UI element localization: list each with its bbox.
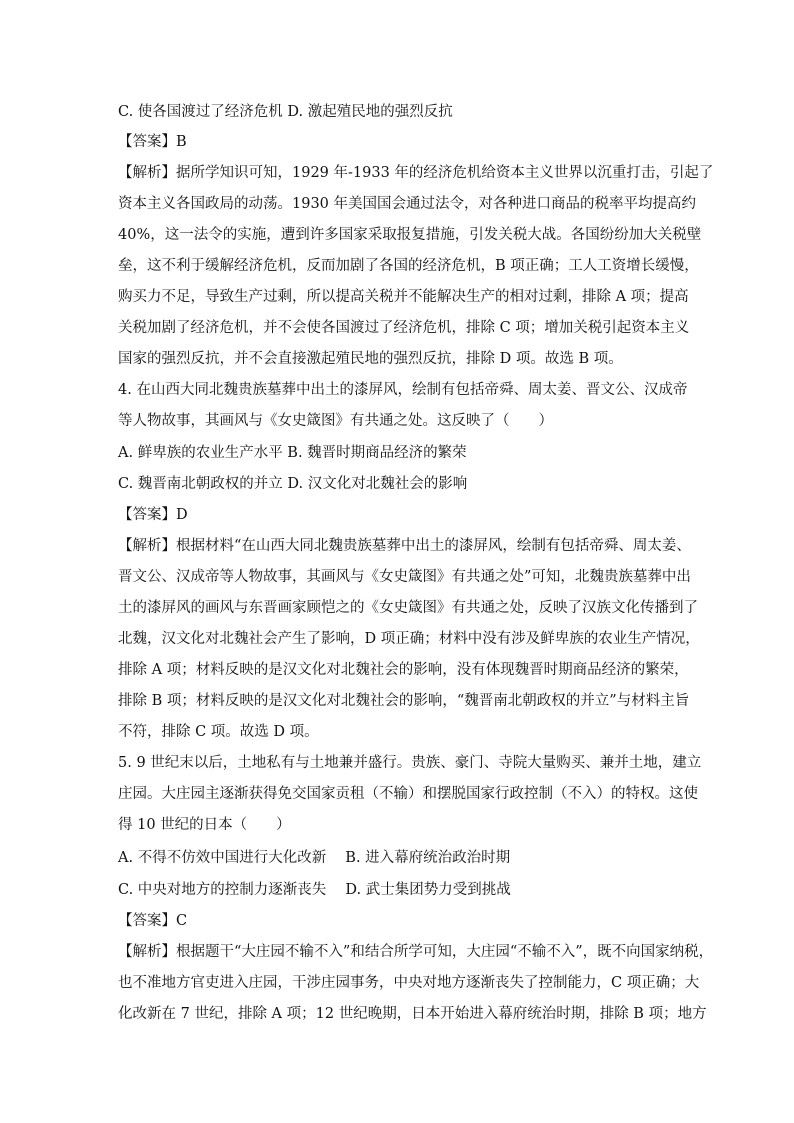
analysis-line: 【解析】据所学知识可知，1929 年-1933 年的经济危机给资本主义世界以沉重打击，引起了 [118, 165, 714, 181]
analysis-line: 排除 A 项；材料反映的是汉文化对北魏社会的影响，没有体现魏晋时期商品经济的繁荣， [118, 662, 689, 678]
answer-line: 【答案】C [118, 913, 188, 929]
analysis-line: 【解析】根据材料“在山西大同北魏贵族墓葬中出土的漆屏风，绘制有包括帝舜、周太姜、 [118, 538, 691, 554]
question-5-line: 得 10 世纪的日本（ ） [118, 817, 291, 833]
analysis-line: 也不准地方官吏进入庄园，干涉庄园事务，中央对地方逐渐丧失了控制能力，C 项正确；大 [118, 975, 700, 991]
analysis-line: 40%，这一法令的实施，遭到许多国家采取报复措施，引发关税大战。各国纷纷加大关税壁 [118, 227, 702, 243]
analysis-line: 不符，排除 C 项。故选 D 项。 [118, 724, 319, 740]
analysis-line: 排除 B 项；材料反映的是汉文化对北魏社会的影响，“魏晋南北朝政权的并立”与材料主旨 [118, 693, 690, 709]
analysis-line: 化改新在 7 世纪，排除 A 项；12 世纪晚期，日本开始进入幕府统治时期，排除 B 项；地方 [118, 1006, 707, 1022]
option-line-a-b: A. 鲜卑族的农业生产水平 B. 魏晋时期商品经济的繁荣 [118, 445, 467, 461]
option-line-a-b: A. 不得不仿效中国进行大化改新 B. 进入幕府统治政治时期 [118, 850, 511, 866]
option-line-c-d: C. 使各国渡过了经济危机 D. 激起殖民地的强烈反抗 [118, 104, 453, 120]
option-line-c-d: C. 中央对地方的控制力逐渐丧失 D. 武士集团势力受到挑战 [118, 882, 511, 898]
answer-line: 【答案】B [118, 134, 187, 150]
analysis-line: 关税加剧了经济危机，并不会使各国渡过了经济危机，排除 C 项；增加关税引起资本主义 [118, 320, 690, 336]
analysis-line: 晋文公、汉成帝等人物故事，其画风与《女史箴图》有共通之处”可知，北魏贵族墓葬中出 [118, 569, 691, 585]
question-4-line: 等人物故事，其画风与《女史箴图》有共通之处。这反映了（ ） [118, 413, 553, 429]
question-4-line: 4. 在山西大同北魏贵族墓葬中出土的漆屏风，绘制有包括帝舜、周太姜、晋文公、汉成帝 [118, 382, 688, 398]
analysis-line: 【解析】根据题干“大庄园不输不入”和结合所学可知，大庄园“不输不入”，既不向国家纳税， [118, 944, 714, 960]
question-5-line: 5. 9 世纪末以后，土地私有与土地兼并盛行。贵族、豪门、寺院大量购买、兼并土地，建立 [118, 755, 702, 771]
analysis-line: 土的漆屏风的画风与东晋画家顾恺之的《女史箴图》有共通之处，反映了汉族文化传播到了 [118, 600, 698, 616]
analysis-line: 资本主义各国政局的动荡。1930 年美国国会通过法令，对各种进口商品的税率平均提高约 [118, 196, 697, 212]
analysis-line: 购买力不足，导致生产过剩，所以提高关税并不能解决生产的相对过剩，排除 A 项；提高 [118, 289, 689, 305]
question-5-line: 庄园。大庄园主逐渐获得免交国家贡租（不输）和摆脱国家行政控制（不入）的特权。这使 [118, 786, 698, 802]
analysis-line: 垒，这不利于缓解经济危机，反而加剧了各国的经济危机，B 项正确；工人工资增长缓慢， [118, 258, 699, 274]
analysis-line: 国家的强烈反抗，并不会直接激起殖民地的强烈反抗，排除 D 项。故选 B 项。 [118, 351, 623, 367]
answer-line: 【答案】D [118, 507, 188, 523]
analysis-line: 北魏，汉文化对北魏社会产生了影响，D 项正确；材料中没有涉及鲜卑族的农业生产情况， [118, 631, 700, 647]
option-line-c-d: C. 魏晋南北朝政权的并立 D. 汉文化对北魏社会的影响 [118, 476, 468, 492]
